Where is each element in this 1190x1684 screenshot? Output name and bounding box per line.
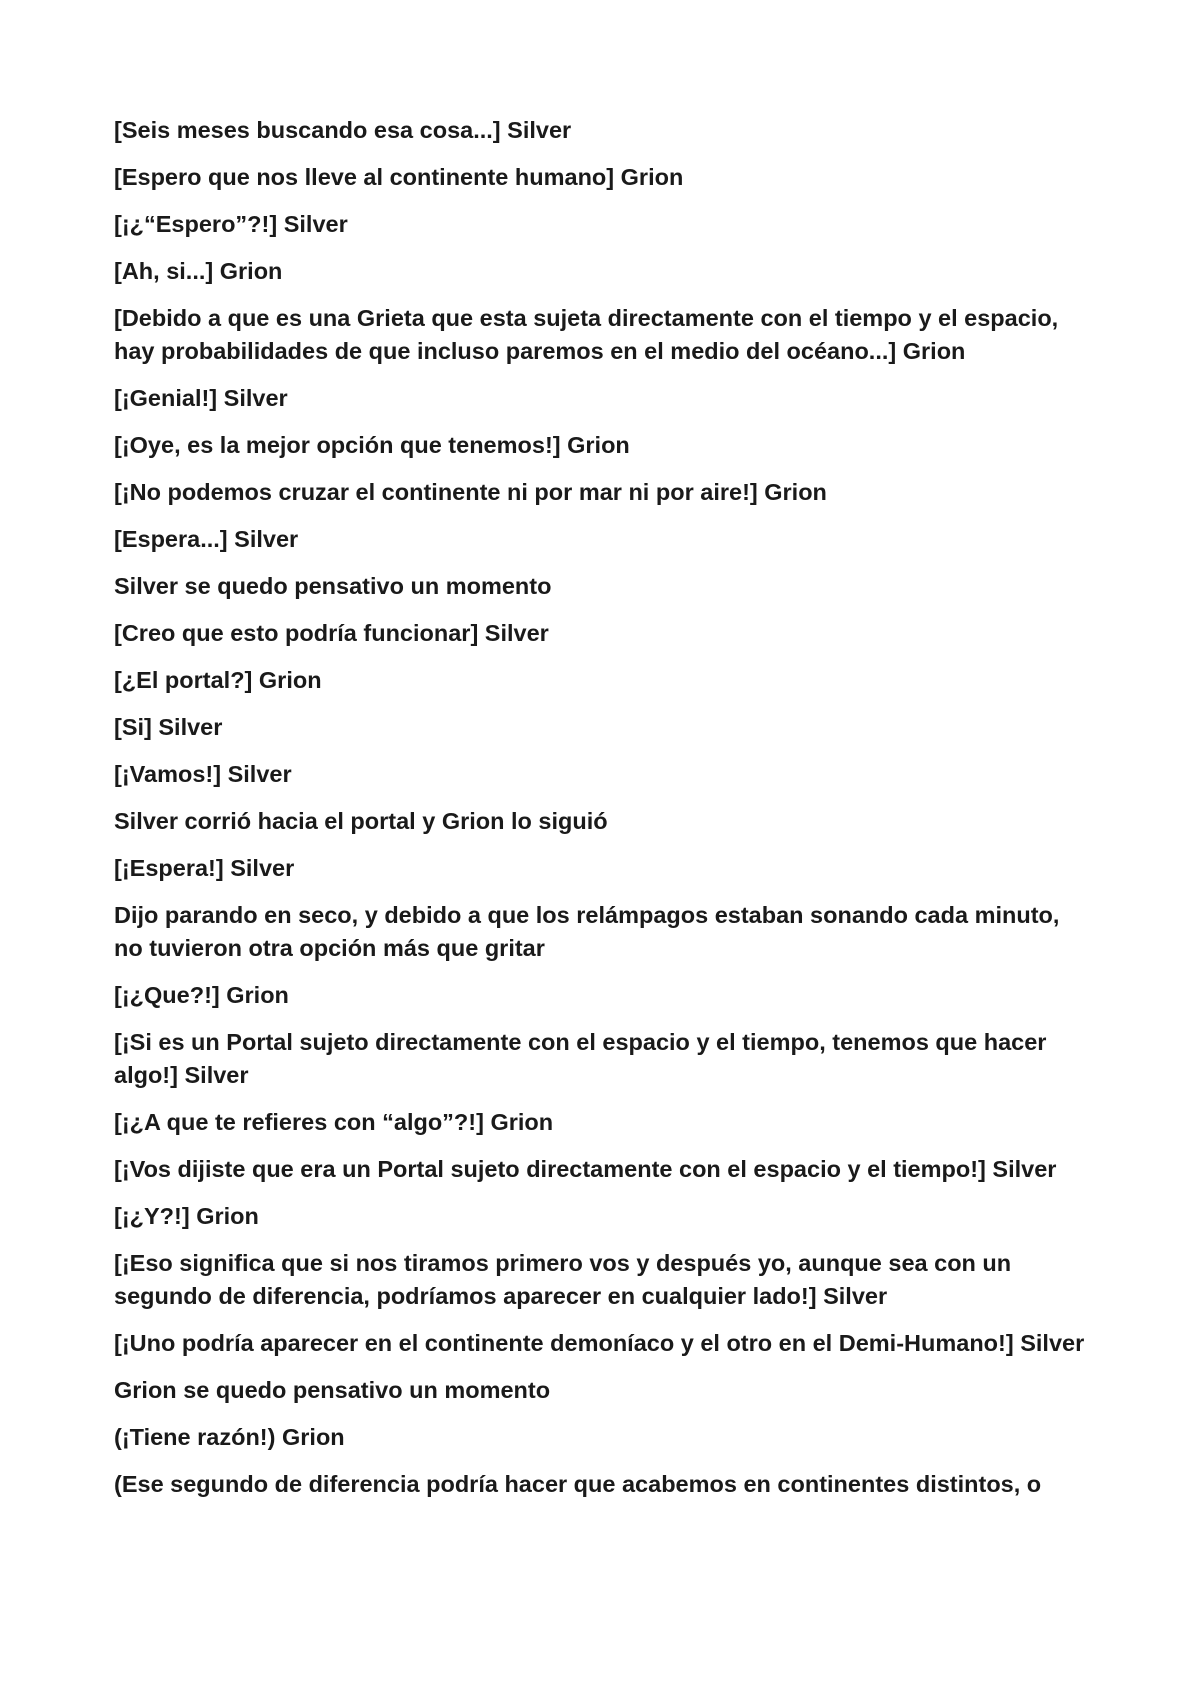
paragraph-4: [Ah, si...] Grion xyxy=(114,258,283,284)
paragraph-10: Silver se quedo pensativo un momento xyxy=(114,573,552,599)
paragraph-5: [Debido a que es una Grieta que esta sujeta directamente con el tiempo y el espacio, hay probabilidades de que incluso paremos en el medio del océano...] Grion xyxy=(114,305,1059,364)
paragraph-6: [¡Genial!] Silver xyxy=(114,385,288,411)
paragraph-24: [¡Uno podría aparecer en el continente demoníaco y el otro en el Demi-Humano!] Silver xyxy=(114,1330,1085,1356)
paragraph-16: [¡Espera!] Silver xyxy=(114,855,295,881)
paragraph-15: Silver corrió hacia el portal y Grion lo siguió xyxy=(114,808,608,834)
paragraph-20: [¡¿A que te refieres con “algo”?!] Grion xyxy=(114,1109,554,1135)
paragraph-7: [¡Oye, es la mejor opción que tenemos!] Grion xyxy=(114,432,630,458)
paragraph-17: Dijo parando en seco, y debido a que los relámpagos estaban sonando cada minuto, no tuvieron otra opción más que gritar xyxy=(114,902,1060,961)
paragraph-26: (¡Tiene razón!) Grion xyxy=(114,1424,345,1450)
paragraph-2: [Espero que nos lleve al continente humano] Grion xyxy=(114,164,684,190)
paragraph-25: Grion se quedo pensativo un momento xyxy=(114,1377,551,1403)
paragraph-1: [Seis meses buscando esa cosa...] Silver xyxy=(114,117,572,143)
paragraph-11: [Creo que esto podría funcionar] Silver xyxy=(114,620,549,646)
paragraph-3: [¡¿“Espero”?!] Silver xyxy=(114,211,348,237)
paragraph-14: [¡Vamos!] Silver xyxy=(114,761,292,787)
paragraph-21: [¡Vos dijiste que era un Portal sujeto directamente con el espacio y el tiempo!] Silver xyxy=(114,1156,1057,1182)
paragraph-12: [¿El portal?] Grion xyxy=(114,667,322,693)
paragraph-18: [¡¿Que?!] Grion xyxy=(114,982,289,1008)
paragraph-19: [¡Si es un Portal sujeto directamente con el espacio y el tiempo, tenemos que hacer algo!] Silver xyxy=(114,1029,1047,1088)
paragraph-22: [¡¿Y?!] Grion xyxy=(114,1203,259,1229)
paragraph-13: [Si] Silver xyxy=(114,714,223,740)
paragraph-23: [¡Eso significa que si nos tiramos primero vos y después yo, aunque sea con un segundo de diferencia, podríamos aparecer en cualquier lado!] Silver xyxy=(114,1250,1012,1309)
paragraph-27: (Ese segundo de diferencia podría hacer que acabemos en continentes distintos, o xyxy=(114,1471,1042,1497)
document-body xyxy=(114,114,1090,1501)
paragraph-9: [Espera...] Silver xyxy=(114,526,299,552)
paragraph-8: [¡No podemos cruzar el continente ni por mar ni por aire!] Grion xyxy=(114,479,827,505)
